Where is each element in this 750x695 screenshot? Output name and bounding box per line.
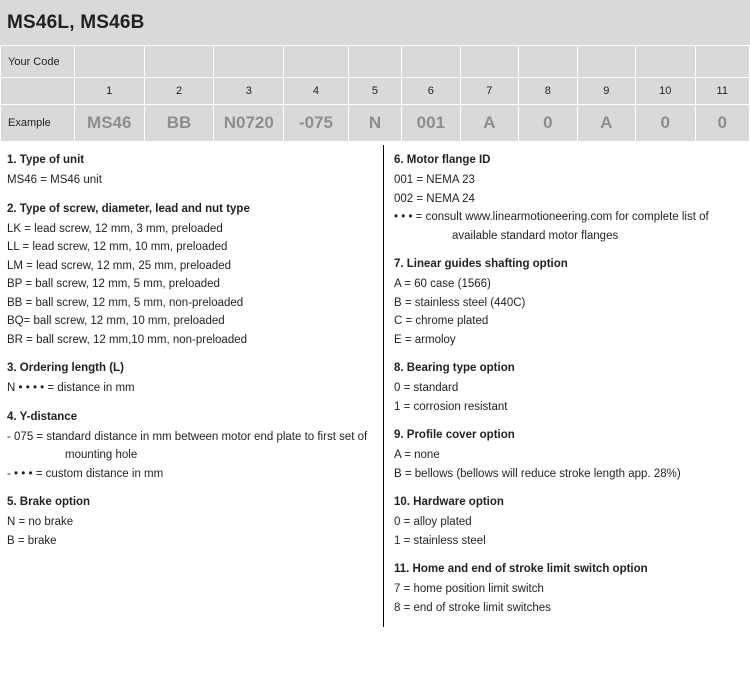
example-value-8: 0 [519,105,577,142]
legend-line-5-2: B = brake [7,534,57,547]
legend-line-8-1: 0 = standard [394,382,459,394]
legend-line-2-2: LL = lead screw, 12 mm, 10 mm, preloaded [7,241,228,253]
legend-line-6-4: available standard motor flanges [452,229,619,242]
your-code-cell-3[interactable] [214,46,284,78]
legend-line-2-1: LK = lead screw, 12 mm, 3 mm, preloaded [7,222,223,235]
example-value-9: A [577,105,635,142]
legend-heading-9: 9. Profile cover option [394,429,515,441]
legend-block-type-of-unit [7,154,373,190]
your-code-cell-7[interactable] [460,46,518,78]
legend-line-10-2: 1 = stainless steel [394,534,486,547]
your-code-cell-8[interactable] [519,46,577,78]
position-number-7: 7 [460,78,518,105]
legend-block-brake-option [7,496,373,550]
position-number-5: 5 [348,78,401,105]
legend-line-6-1: 001 = NEMA 23 [394,174,475,186]
legend-line-10-1: 0 = alloy plated [394,516,472,528]
legend-line-2-7: BR = ball screw, 12 mm,10 mm, non-preloaded [7,333,248,346]
legend-line-2-6: BQ= ball screw, 12 mm, 10 mm, preloaded [7,315,225,327]
your-code-cell-11[interactable] [695,46,750,78]
legend-heading-1: 1. Type of unit [7,154,85,166]
title-bar [0,0,750,45]
legend-block-profile-cover [394,429,740,483]
legend-line-2-5: BB = ball screw, 12 mm, 5 mm, non-preloaded [7,296,244,309]
legend-heading-11: 11. Home and end of stroke limit switch option [394,563,648,575]
legend-column-left [0,145,384,627]
position-row-label-spacer [1,78,75,105]
legend-heading-2: 2. Type of screw, diameter, lead and nut type [7,202,250,215]
legend-block-type-of-screw [7,203,373,350]
position-number-10: 10 [636,78,696,105]
example-value-4: -075 [284,105,349,142]
legend-line-8-2: 1 = corrosion resistant [394,400,508,413]
legend-heading-6: 6. Motor flange ID [394,154,491,166]
legend-block-linear-guides-shafting [394,258,740,349]
example-value-3: N0720 [214,105,284,142]
example-value-5: N [348,105,401,142]
row-label-example: Example [1,105,75,142]
example-value-1: MS46 [74,105,144,142]
position-number-11: 11 [695,78,750,105]
legend-heading-5: 5. Brake option [7,496,91,508]
legend-line-5-1: N = no brake [7,516,74,528]
your-code-cell-5[interactable] [348,46,401,78]
legend-heading-8: 8. Bearing type option [394,362,515,374]
example-value-10: 0 [636,105,696,142]
legend-block-hardware-option [394,496,740,550]
table-row-example [1,105,750,142]
legend-block-y-distance [7,411,373,484]
page-title: MS46L, MS46B [7,11,145,33]
legend-line-4-3: - • • • = custom distance in mm [7,467,164,480]
position-number-1: 1 [74,78,144,105]
legend-heading-7: 7. Linear guides shafting option [394,258,568,270]
legend-heading-10: 10. Hardware option [394,496,504,508]
position-number-2: 2 [144,78,214,105]
example-value-7: A [460,105,518,142]
legend-block-bearing-type [394,362,740,416]
legend-line-7-4: E = armoloy [394,333,456,346]
legend-line-2-3: LM = lead screw, 12 mm, 25 mm, preloaded [7,259,232,272]
legend-block-ordering-length [7,362,373,398]
your-code-cell-6[interactable] [402,46,460,78]
legend-line-11-1: 7 = home position limit switch [394,583,544,595]
example-value-11: 0 [695,105,750,142]
legend-block-motor-flange-id [394,154,740,245]
legend-line-4-1: - 075 = standard distance in mm between motor end plate to first set of [7,430,368,443]
example-value-2: BB [144,105,214,142]
position-number-8: 8 [519,78,577,105]
legend-line-3-1: N • • • • = distance in mm [7,382,135,394]
row-label-your-code: Your Code [1,46,75,78]
position-number-4: 4 [284,78,349,105]
legend-line-11-2: 8 = end of stroke limit switches [394,601,551,614]
example-value-6: 001 [402,105,460,142]
legend-line-4-2: mounting hole [65,449,138,461]
table-row-your-code [1,46,750,78]
position-number-3: 3 [214,78,284,105]
legend-line-7-2: B = stainless steel (440C) [394,296,526,309]
legend-line-9-2: B = bellows (bellows will reduce stroke length app. 28%) [394,467,681,480]
legend-block-limit-switch-option [394,563,740,617]
your-code-cell-9[interactable] [577,46,635,78]
position-number-9: 9 [577,78,635,105]
option-legend [0,142,750,627]
legend-line-6-2: 002 = NEMA 24 [394,192,475,205]
table-row-position-numbers [1,78,750,105]
legend-line-1-1: MS46 = MS46 unit [7,174,102,186]
legend-heading-4: 4. Y-distance [7,410,78,423]
legend-line-2-4: BP = ball screw, 12 mm, 5 mm, preloaded [7,278,220,290]
your-code-cell-1[interactable] [74,46,144,78]
legend-line-6-3: • • • = consult www.linearmotioneering.com for complete list of [394,211,709,223]
your-code-cell-4[interactable] [284,46,349,78]
legend-line-7-3: C = chrome plated [394,315,489,327]
your-code-cell-10[interactable] [636,46,696,78]
legend-column-right [384,145,750,627]
legend-line-9-1: A = none [394,449,440,461]
position-number-6: 6 [402,78,460,105]
legend-heading-3: 3. Ordering length (L) [7,362,124,374]
your-code-cell-2[interactable] [144,46,214,78]
legend-line-7-1: A = 60 case (1566) [394,278,491,290]
part-number-code-table [0,45,750,142]
